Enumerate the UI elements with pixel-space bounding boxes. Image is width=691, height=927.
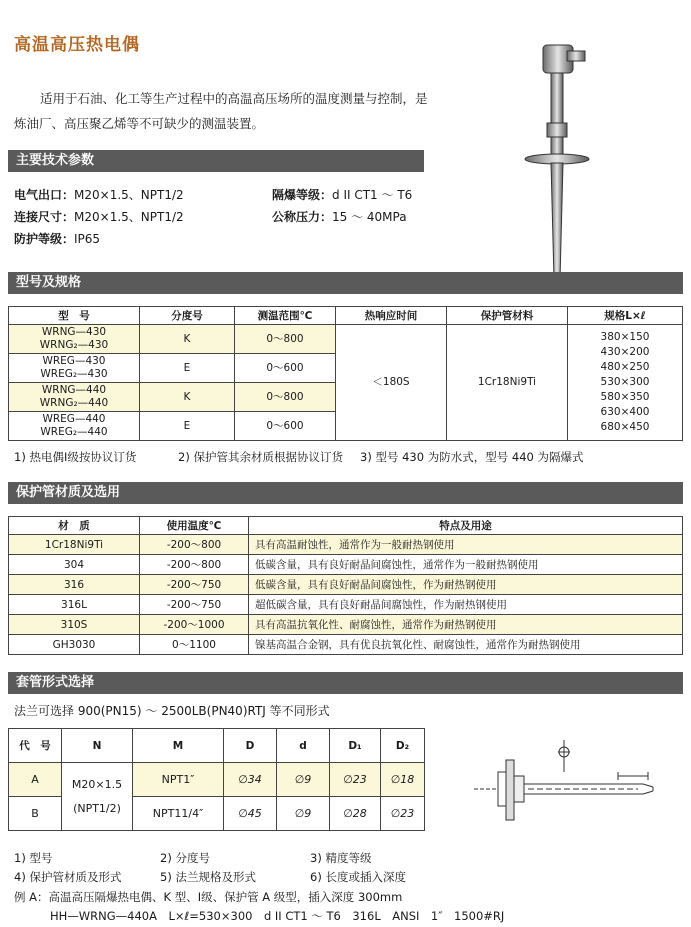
intro-text: 适用于石油、化工等生产过程中的高温高压场所的温度测量与控制，是炼油厂、高压聚乙烯等不可缺少的测温装置。 [14,91,428,131]
section-material-header: 保护管材质及选用 [8,482,683,504]
th-grad: 分度号 [140,307,235,325]
thermocouple-image [515,35,605,285]
table-row: 310S -200～1000 具有高温抗氧化性、耐腐蚀性，通常作为耐热钢使用 [9,615,683,635]
table-row: 316 -200～750 低碳含量，具有良好耐晶间腐蚀性，作为耐热钢使用 [9,575,683,595]
order-item-4: 4) 保护管材质及形式 [14,870,122,884]
table-row: A M20×1.5 (NPT1/2) NPT1″ ∅34 ∅9 ∅23 ∅18 [9,763,425,797]
section-sleeve-header: 套管形式选择 [8,672,683,694]
table-row: 316L -200～750 超低碳含量，具有良好耐晶间腐蚀性，作为耐热钢使用 [9,595,683,615]
th-model: 型 号 [9,307,140,325]
elec-value: M20×1.5、NPT1/2 [74,188,184,202]
model-table [8,306,683,441]
order-item-5: 5) 法兰规格及形式 [160,870,256,884]
th-temp: 使用温度℃ [140,517,249,535]
model-note-3: 3) 型号 430 为防水式，型号 440 为隔爆式 [360,450,584,464]
order-item-1: 1) 型号 [14,851,53,865]
th-range: 测温范围℃ [235,307,336,325]
th-use: 特点及用途 [249,517,683,535]
model-note-2: 2) 保护管其余材质根据协议订货 [178,450,343,464]
table-row: GH3030 0～1100 镍基高温合金钢，具有优良抗氧化性、耐腐蚀性，通常作为耐热钢使用 [9,635,683,655]
order-item-6: 6) 长度或插入深度 [310,870,406,884]
section-tech-header: 主要技术参数 [8,150,424,172]
sleeve-table [8,728,425,831]
explo-label: 隔爆等级： [272,188,333,202]
page-title: 高温高压热电偶 [14,35,140,55]
table-row: WRNG—430 WRNG₂—430 K 0～800 ＜180S 1Cr18Ni9Ti 380×150 430×200 480×250 530×300 580×350 630×400 680×450 [9,325,683,354]
th-d: d [277,729,330,763]
press-label: 公称压力： [272,210,333,224]
table-row: WREG—440 WREG₂—440 E 0～600 [9,412,683,441]
response-cell: ＜180S [336,325,447,441]
material-cell: 1Cr18Ni9Ti [447,325,568,441]
table-row: WREG—430 WREG₂—430 E 0～600 [9,354,683,383]
order-item-3: 3) 精度等级 [310,851,372,865]
press-value: 15 ～ 40MPa [332,210,407,224]
th-D: D [224,729,277,763]
explo-value: d II CT1 ～ T6 [332,188,413,202]
elec-label: 电气出口： [14,188,75,202]
size-cell: 380×150 430×200 480×250 530×300 580×350 630×400 680×450 [568,325,683,441]
th-D2: D₂ [381,729,425,763]
th-n: N [62,729,133,763]
prot-label: 防护等级： [14,232,75,246]
conn-value: M20×1.5、NPT1/2 [74,210,184,224]
table-row: B NPT11/4″ ∅45 ∅9 ∅28 ∅23 [9,797,425,831]
table-row: 304 -200～800 低碳含量，具有良好耐晶间腐蚀性，通常作为一般耐热钢使用 [9,555,683,575]
n-cell: M20×1.5 (NPT1/2) [62,763,133,831]
table-row: WRNG—440 WRNG₂—440 K 0～800 [9,383,683,412]
th-material: 保护管材料 [447,307,568,325]
example-line-2: HH—WRNG—440A L×ℓ=530×300 d II CT1 ～ T6 316L ANSI 1″ 1500#RJ [50,909,505,923]
flange-drawing [468,732,678,830]
table-row: 1Cr18Ni9Ti -200～800 具有高温耐蚀性，通常作为一般耐热钢使用 [9,535,683,555]
example-line-1: 例 A：高温高压隔爆热电偶、K 型、Ⅰ级、保护管 A 级型，插入深度 300mm [14,890,403,904]
th-code: 代 号 [9,729,62,763]
th-D1: D₁ [330,729,381,763]
th-m: M [133,729,224,763]
prot-value: IP65 [74,232,101,246]
order-item-2: 2) 分度号 [160,851,210,865]
section-model-header: 型号及规格 [8,272,683,294]
conn-label: 连接尺寸： [14,210,75,224]
model-note-1: 1) 热电偶Ⅰ级按协议订货 [14,450,137,464]
th-mat: 材 质 [9,517,140,535]
th-response: 热响应时间 [336,307,447,325]
material-table [8,516,683,655]
sleeve-note: 法兰可选择 900(PN15) ～ 2500LB(PN40)RTJ 等不同形式 [14,704,330,718]
th-size: 规格L×ℓ [568,307,683,325]
